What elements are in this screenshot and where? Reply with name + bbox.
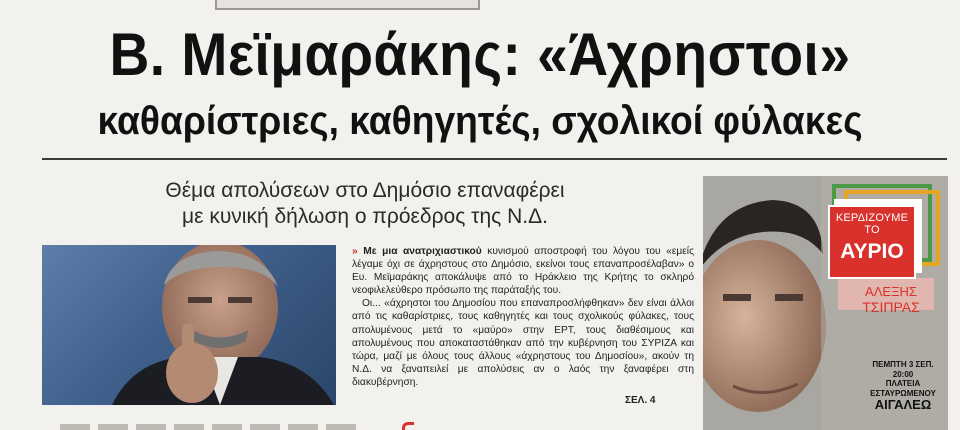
meimarakis-photo bbox=[42, 245, 336, 405]
slogan-line-1: ΚΕΡΔΙΖΟΥΜΕ ΤΟ bbox=[835, 212, 909, 236]
article-paragraph-1-text: κυνισμού αποστροφή του λόγου του «εμείς λέγαμε όχι σε άχρηστους στο Δημόσιο, εκείνοι τους επαναπροσέλαβαν» ο Ευ. Μεϊμαράκης αποκάλυψε από το Ηράκλειο της Κρήτης το σκληρό νεοφιλελεύθερο πρόσωπο της παράταξής του. bbox=[352, 246, 694, 297]
event-details bbox=[858, 360, 948, 412]
slogan-line-2: ΑΥΡΙΟ bbox=[840, 240, 904, 263]
article-subheading bbox=[80, 178, 650, 230]
subheading-line-2: με κυνική δήλωση ο πρόεδρος της Ν.Δ. bbox=[182, 205, 548, 228]
article-paragraph-1 bbox=[352, 245, 694, 297]
paragraph-marker-icon: » bbox=[352, 246, 358, 257]
article-paragraph-2: Οι... «άχρηστοι του Δημοσίου που επαναπροσλήφθηκαν» δεν είναι άλλοι από τις καθαρίστριες, τους καθηγητές και τους σχολικούς φύλακες, τους απολυμένους μετά το «μαύρο» στην ΕΡΤ, τους διαθέσιμους και απολυμένους που αποκαταστάθηκαν από την κυβέρνηση του ΣΥΡΙΖΑ και τώρα, μαζί με όλους τους άλλους «άχρηστους του Δημοσίου», ακούν τη Ν.Δ. να ξαναπειλεί με απολύσεις αν ο λαός την ξαναφέρει στη διακυβέρνηση. bbox=[352, 298, 694, 388]
candidate-last-name: ΤΣΙΠΡΑΣ bbox=[862, 299, 920, 315]
event-time: 20:00 bbox=[892, 369, 914, 379]
page-reference: ΣΕΛ. 4 bbox=[625, 395, 656, 406]
candidate-first-name: ΑΛΕΞΗΣ bbox=[865, 284, 917, 299]
headline-title: Β. Μεϊμαράκης: «Άχρηστοι» bbox=[109, 21, 851, 88]
event-location: ΕΣΤΑΥΡΩΜΕΝΟΥ bbox=[870, 388, 936, 398]
headline-subtitle: καθαρίστριες, καθηγητές, σχολικοί φύλακες bbox=[97, 99, 863, 143]
subheading-line-1: Θέμα απολύσεων στο Δημόσιο επαναφέρει bbox=[165, 179, 565, 202]
headline-divider bbox=[42, 158, 947, 160]
previous-article-box-edge bbox=[215, 0, 480, 10]
article-lead: Με μια ανατριχιαστικού bbox=[363, 246, 482, 257]
article-body bbox=[352, 245, 694, 405]
event-district: ΑΙΓΑΛΕΩ bbox=[874, 397, 932, 412]
next-article-red-mark bbox=[402, 422, 414, 430]
event-square: ΠΛΑΤΕΙΑ bbox=[885, 379, 921, 388]
event-date: ΠΕΜΠΤΗ 3 ΣΕΠ. bbox=[872, 360, 934, 369]
meimarakis-portrait-illustration bbox=[42, 245, 336, 405]
next-article-edge bbox=[60, 424, 360, 430]
